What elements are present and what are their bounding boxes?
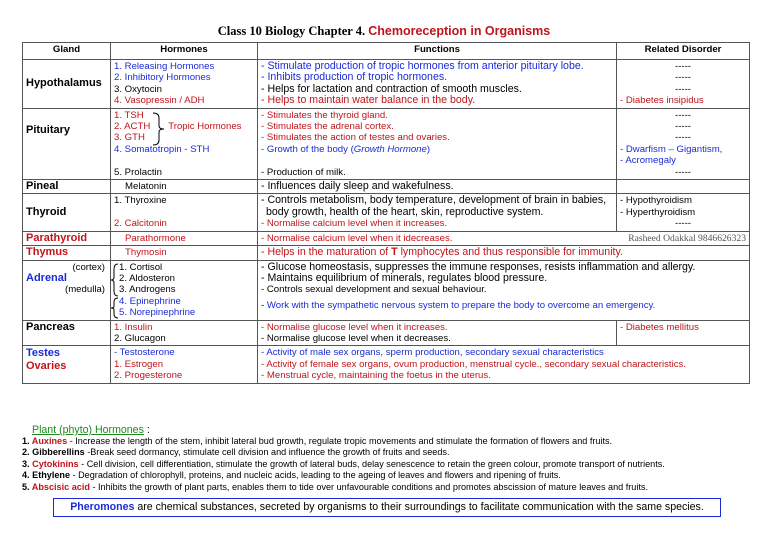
gland-pancreas: Pancreas xyxy=(23,320,111,346)
hormones-cell xyxy=(111,346,258,383)
disorder-item: ----- xyxy=(675,109,691,121)
spacer xyxy=(261,155,613,166)
table-row xyxy=(23,180,750,194)
hormone-item: 2. Calcitonin xyxy=(114,218,167,230)
hormone-item: 4. Somatotropin - STH xyxy=(114,143,210,155)
disorder-item: ----- xyxy=(675,218,691,230)
item-name: Abscisic acid xyxy=(31,481,90,492)
disorder-item: ----- xyxy=(675,72,691,84)
item-text: - Cell division, cell differentiation, stimulate the growth of lateral buds, delay senescence to retain the green colour, promote transport of nutrients. xyxy=(78,458,665,469)
function-text: lymphocytes and thus responsible for immunity. xyxy=(397,246,623,259)
function-bold: T xyxy=(391,246,398,259)
item-name: Cytokinins xyxy=(32,458,79,469)
hormone-item: 3. GTH xyxy=(114,132,145,144)
tropic-hormones-label: Tropic Hormones xyxy=(168,121,242,133)
hormone-table xyxy=(22,42,750,384)
item-number: 4. xyxy=(22,470,33,481)
function-item: - Menstrual cycle, maintaining the foetus in the uterus. xyxy=(261,370,491,382)
hormone-item: Parathormone xyxy=(125,232,186,244)
item-name: Auxines xyxy=(31,436,68,446)
column-header-functions: Functions xyxy=(258,43,617,60)
table-header-row xyxy=(23,43,750,60)
gland-adrenal: Adrenal xyxy=(26,272,67,284)
item-name: Ethylene xyxy=(32,470,71,481)
pheromones-note xyxy=(53,498,721,517)
plant-hormones-title: Plant (phyto) Hormones xyxy=(32,424,144,436)
function-item: - Stimulate production of tropic hormones from anterior pituitary lobe. xyxy=(261,61,584,72)
list-item xyxy=(22,470,762,481)
hormone-item: 1. Insulin xyxy=(114,321,153,333)
functions-cell xyxy=(258,108,617,179)
hormone-item: Melatonin xyxy=(125,181,167,193)
function-item: - Normalise glucose level when it increases. xyxy=(261,321,448,333)
column-header-disorder: Related Disorder xyxy=(617,43,750,60)
disorder-item: ----- xyxy=(675,83,691,95)
function-item: - Helps to maintain water balance in the body. xyxy=(261,95,476,107)
function-text: Work with the sympathetic nervous system to prepare the body to overcome an emergency. xyxy=(266,299,656,311)
disorder-item: - Diabetes mellitus xyxy=(620,321,699,333)
functions-cell xyxy=(258,246,750,260)
function-italic: Growth Hormone xyxy=(353,143,427,155)
hormone-item: 2. Progesterone xyxy=(114,370,183,382)
gland-pituitary: Pituitary xyxy=(23,108,111,179)
functions-cell xyxy=(258,320,617,346)
pheromones-term: Pheromones xyxy=(70,501,135,513)
function-item: - Maintains equilibrium of minerals, regulates blood pressure. xyxy=(261,272,548,284)
table-row xyxy=(23,194,750,231)
disorder-item: - Hyperthyroidism xyxy=(620,206,696,218)
table-row xyxy=(23,108,750,179)
item-number: 5. xyxy=(22,481,32,492)
hormones-cell xyxy=(111,108,258,179)
column-header-gland: Gland xyxy=(23,43,111,60)
hormone-item: 1. Releasing Hormones xyxy=(114,61,215,72)
function-item: - Normalise calcium level when it increases. xyxy=(261,218,448,230)
spacer xyxy=(114,207,254,218)
table-row xyxy=(23,260,750,320)
table-row xyxy=(23,246,750,260)
function-item xyxy=(261,144,613,155)
pheromones-text: are chemical substances, secreted by organisms to their surroundings to facilitate communication with the same species. xyxy=(134,501,704,513)
hormone-item: 1. TSH xyxy=(114,109,144,121)
function-item: body growth, health of the heart, skin, reproductive system. xyxy=(266,206,544,218)
hormone-item: 2. Inhibitory Hormones xyxy=(114,72,211,84)
adrenal-cortex-label: (cortex) xyxy=(72,261,105,273)
plant-hormones-list xyxy=(22,436,762,493)
table-row xyxy=(23,231,750,245)
heading-colon: : xyxy=(143,424,150,436)
title-chapter-name: Chemoreception in Organisms xyxy=(368,24,551,38)
gland-parathyroid: Parathyroid xyxy=(23,231,111,245)
function-text: - Helps in the maturation of xyxy=(261,246,392,259)
item-number: 2. xyxy=(22,447,33,458)
function-item: - Glucose homeostasis, suppresses the immune responses, resists inflammation and allergy. xyxy=(261,261,696,273)
function-item: - Work with the sympathetic nervous system to prepare the body to overcome an emergency. xyxy=(261,299,656,311)
functions-cell xyxy=(258,60,617,109)
gland-testes-ovaries-cell xyxy=(23,346,111,383)
gland-testes: Testes xyxy=(26,347,61,360)
disorder-item: - Dwarfism – Gigantism, xyxy=(620,143,723,155)
functions-cell xyxy=(258,260,750,320)
functions-cell xyxy=(258,194,617,231)
table-row xyxy=(23,346,750,383)
list-item xyxy=(22,436,762,447)
hormone-item: 5. Norepinephrine xyxy=(119,307,196,319)
list-item xyxy=(22,459,762,470)
hormone-item: 1. Cortisol xyxy=(119,261,163,273)
function-item: - Normalise calcium level when it idecreases. xyxy=(261,232,453,244)
adrenal-medulla-label: (medulla) xyxy=(65,284,105,296)
hormone-item: 5. Prolactin xyxy=(114,166,162,178)
hormones-cell xyxy=(111,246,258,260)
hormone-item: - Testosterone xyxy=(114,347,175,359)
function-item: - Production of milk. xyxy=(261,166,346,178)
item-number: 3. xyxy=(22,458,33,469)
function-item: - Controls sexual development and sexual behaviour. xyxy=(261,284,487,296)
gland-thyroid: Thyroid xyxy=(23,194,111,231)
table-row xyxy=(23,320,750,346)
tropic-brace-icon xyxy=(152,112,166,146)
item-text: - Degradation of chlorophyll, proteins, and nucleic acids, leading to the ageing of leaves and flowers and ripening of fruits. xyxy=(70,470,561,481)
function-item: - Normalise glucose level when it decreases. xyxy=(261,332,451,344)
gland-pineal: Pineal xyxy=(23,180,111,194)
hormone-item: 1. Estrogen xyxy=(114,358,164,370)
disorder-item: - Hypothyroidism xyxy=(620,195,692,207)
disorder-cell xyxy=(617,320,750,346)
hormone-item: 4. Vasopressin / ADH xyxy=(114,95,205,107)
disorder-item: ----- xyxy=(675,61,691,72)
hormones-cell xyxy=(111,260,258,320)
disorder-cell xyxy=(617,194,750,231)
gland-adrenal-cell xyxy=(23,260,111,320)
item-name: Gibberellins xyxy=(32,447,85,458)
hormone-item: 4. Epinephrine xyxy=(119,295,181,307)
disorder-item: ----- xyxy=(675,132,691,144)
function-item: - Stimulates the thyroid gland. xyxy=(261,109,388,121)
disorder-cell xyxy=(617,180,750,194)
function-item: - Stimulates the adrenal cortex. xyxy=(261,121,394,133)
item-text: -Break seed dormancy, stimulate cell division and influence the growth of fruits and seeds. xyxy=(84,447,450,458)
cortex-brace-icon xyxy=(111,263,119,297)
function-item: - Stimulates the action of testes and ovaries. xyxy=(261,132,450,144)
disorder-cell xyxy=(617,108,750,179)
hormones-cell xyxy=(111,231,258,245)
hormones-cell xyxy=(111,320,258,346)
hormone-item: Thymosin xyxy=(125,247,167,259)
gland-hypothalamus: Hypothalamus xyxy=(23,60,111,109)
function-item: - Helps for lactation and contraction of smooth muscles. xyxy=(261,83,522,95)
functions-cell xyxy=(258,180,617,194)
title-prefix: Class 10 Biology Chapter 4. xyxy=(217,24,366,38)
hormone-item: 2. Glucagon xyxy=(114,332,166,344)
functions-cell xyxy=(258,231,750,245)
function-item: - Inhibits production of tropic hormones. xyxy=(261,72,448,84)
gland-ovaries: Ovaries xyxy=(26,359,67,372)
list-item xyxy=(22,482,762,493)
hormone-item: 1. Thyroxine xyxy=(114,195,167,207)
author-signature: Rasheed Odakkal 9846626323 xyxy=(628,232,746,244)
function-text: - Growth of the body ( xyxy=(261,143,354,155)
disorder-cell xyxy=(617,60,750,109)
hormone-acth: 2. ACTH xyxy=(114,121,151,133)
gland-thymus: Thymus xyxy=(23,246,111,260)
plant-hormones-heading xyxy=(32,424,150,436)
item-text: - Increase the length of the stem, inhibit lateral bud growth, regulate tropic movements and stimulate the formation of flowers and fruits. xyxy=(67,436,613,446)
disorder-item: - Acromegaly xyxy=(620,155,676,167)
function-item: - Activity of female sex organs, ovum production, menstrual cycle., secondary sexual characteristics. xyxy=(261,358,686,370)
hormones-cell xyxy=(111,180,258,194)
hormones-cell xyxy=(111,60,258,109)
function-text: ) xyxy=(426,143,431,155)
hormones-cell xyxy=(111,194,258,231)
page-title xyxy=(0,24,768,39)
item-number: 1. xyxy=(22,436,32,446)
table-row xyxy=(23,60,750,109)
disorder-item: ----- xyxy=(675,166,691,178)
spacer xyxy=(114,155,254,166)
hormone-item: 3. Oxytocin xyxy=(114,83,162,95)
function-item: - Activity of male sex organs, sperm production, secondary sexual characteristics xyxy=(261,347,604,359)
hormone-item: 3. Androgens xyxy=(119,284,176,296)
disorder-item: ----- xyxy=(675,121,691,133)
function-item: - Influences daily sleep and wakefulness. xyxy=(261,180,454,193)
function-item: - Controls metabolism, body temperature, development of brain in babies, xyxy=(261,195,607,207)
medulla-brace-icon xyxy=(111,297,119,319)
disorder-item: - Diabetes insipidus xyxy=(620,95,704,107)
functions-cell xyxy=(258,346,750,383)
hormone-item: 2. Aldosteron xyxy=(119,272,176,284)
list-item xyxy=(22,447,762,458)
column-header-hormones: Hormones xyxy=(111,43,258,60)
hormone-item xyxy=(114,121,254,132)
item-text: - Inhibits the growth of plant parts, enables them to tide over unfavourable conditions and promotes abscission of mature leaves and fruits. xyxy=(89,481,648,492)
